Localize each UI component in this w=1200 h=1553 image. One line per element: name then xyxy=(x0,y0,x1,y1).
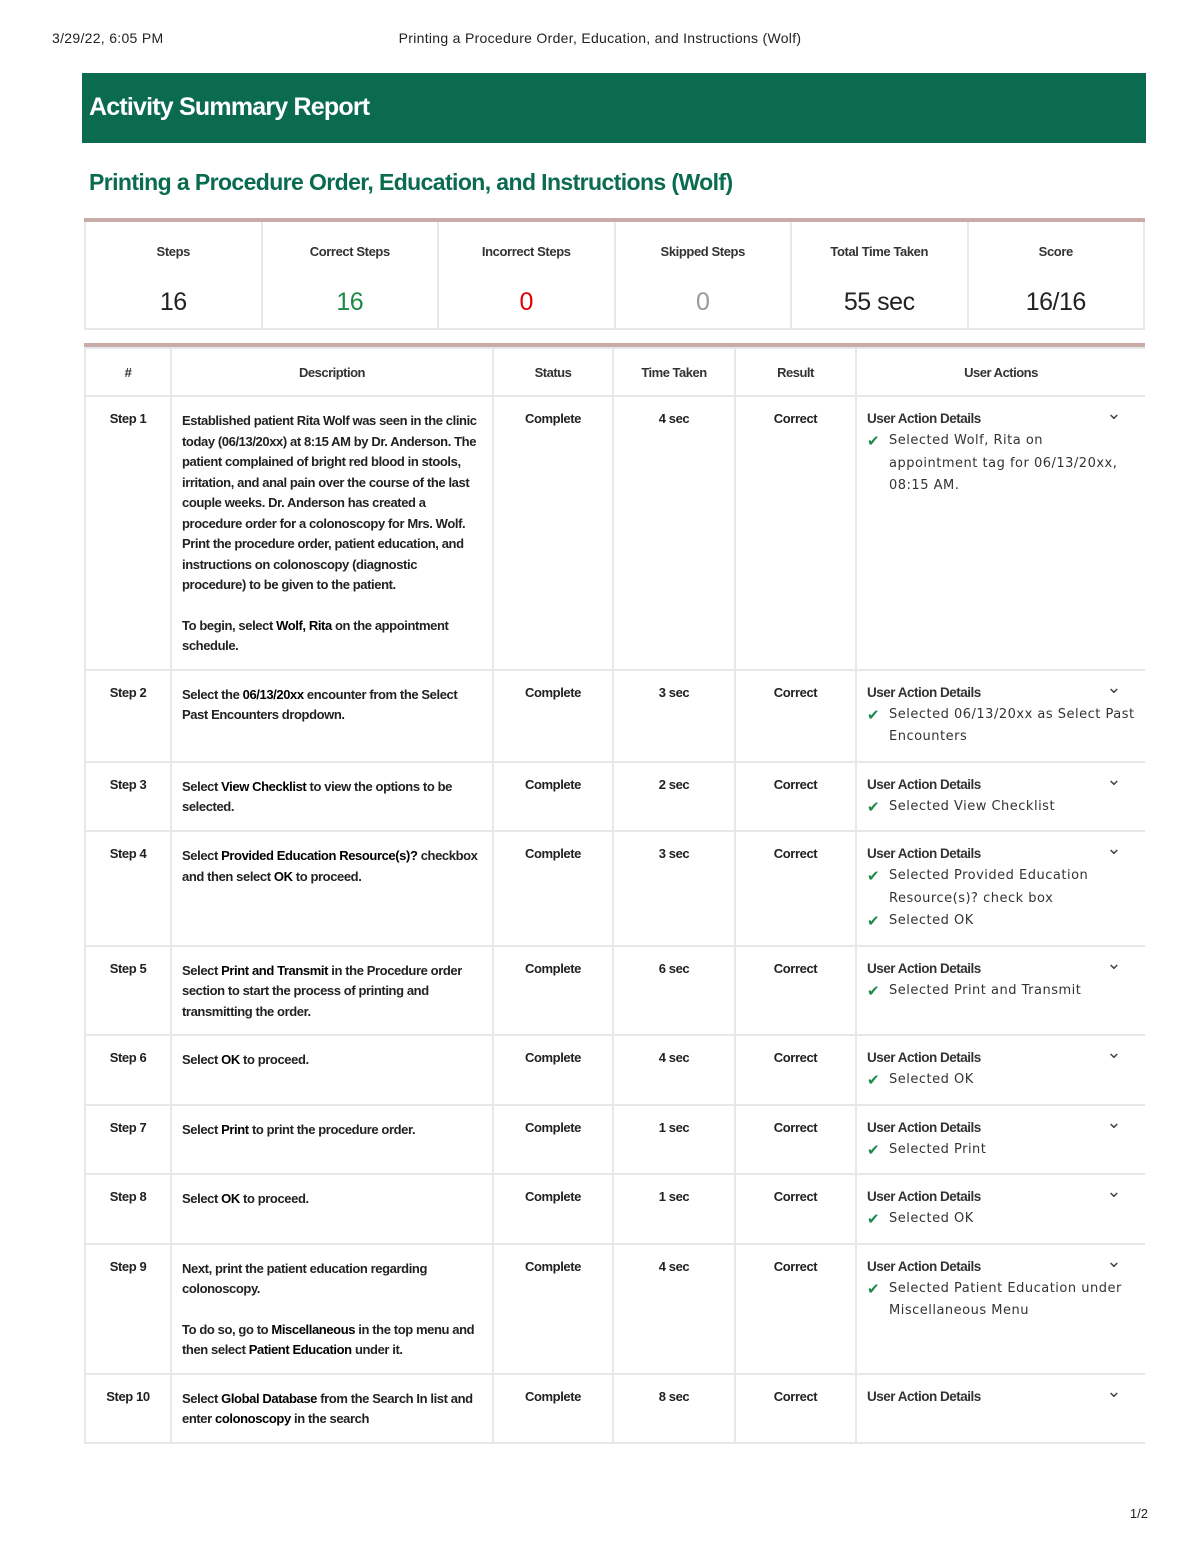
description-text: on the appointment schedule. xyxy=(182,617,449,653)
col-header-num: # xyxy=(85,348,171,396)
print-date: 3/29/22, 6:05 PM xyxy=(52,30,164,46)
chevron-down-icon[interactable]: ⌄ xyxy=(1106,403,1121,423)
table-row xyxy=(85,1035,1145,1105)
step-status: Complete xyxy=(493,831,613,946)
step-result: Correct xyxy=(735,670,856,762)
table-row xyxy=(85,762,1145,832)
chevron-down-icon[interactable]: ⌄ xyxy=(1106,1380,1121,1401)
table-row xyxy=(85,946,1145,1036)
step-number: Step 4 xyxy=(85,831,171,946)
user-action-details-toggle[interactable]: User Action Details xyxy=(867,684,981,700)
step-description xyxy=(171,1174,493,1244)
description-text: encounter from the Select Past Encounters dropdown. xyxy=(182,686,458,722)
description-emphasis: View Checklist xyxy=(221,778,307,794)
step-status: Complete xyxy=(493,1174,613,1244)
step-result: Correct xyxy=(735,1244,856,1374)
description-text: Select xyxy=(182,778,222,794)
description-text: Select xyxy=(182,1390,222,1406)
description-paragraph xyxy=(182,411,482,596)
chevron-down-icon[interactable]: ⌄ xyxy=(1106,1042,1121,1062)
step-time: 4 sec xyxy=(613,1035,735,1105)
step-number: Step 7 xyxy=(85,1105,171,1175)
table-row xyxy=(85,396,1145,670)
description-text: Select xyxy=(182,848,222,863)
table-row xyxy=(85,1174,1145,1244)
chevron-down-icon[interactable]: ⌄ xyxy=(1106,1250,1121,1271)
description-emphasis: Print and Transmit xyxy=(221,962,329,978)
description-paragraph xyxy=(182,1050,482,1071)
summary-stat xyxy=(84,222,261,328)
summary-stat-value: 0 xyxy=(519,288,533,316)
step-time: 2 sec xyxy=(613,762,735,832)
step-number: Step 5 xyxy=(85,946,171,1036)
user-action-item xyxy=(867,1278,1135,1323)
summary-stat-label: Skipped Steps xyxy=(660,244,745,259)
description-emphasis: Miscellaneous xyxy=(271,1321,356,1337)
description-emphasis: Global Database xyxy=(221,1390,317,1406)
paragraph-gap xyxy=(182,596,482,616)
summary-stat xyxy=(437,222,614,328)
description-emphasis: colonoscopy xyxy=(215,1411,291,1426)
user-action-item xyxy=(867,980,1135,1003)
summary-stat xyxy=(261,222,438,328)
user-action-item xyxy=(867,430,1135,498)
summary-stat xyxy=(614,222,791,328)
print-document-title: Printing a Procedure Order, Education, and Instructions (Wolf) xyxy=(398,30,802,46)
paragraph-gap xyxy=(182,1300,482,1320)
activity-title: Printing a Procedure Order, Education, and Instructions (Wolf) xyxy=(89,169,733,195)
user-action-text: Selected OK xyxy=(889,1072,974,1087)
user-action-details-toggle[interactable]: User Action Details xyxy=(867,960,981,976)
summary-stat-label: Incorrect Steps xyxy=(481,244,571,259)
user-action-item xyxy=(867,1139,1135,1162)
description-text: to proceed. xyxy=(239,1052,309,1067)
description-emphasis: Wolf, Rita xyxy=(276,617,332,633)
check-icon: ✔ xyxy=(867,867,881,885)
user-actions-cell xyxy=(856,1105,1145,1175)
user-actions-cell xyxy=(856,396,1145,670)
user-actions-cell xyxy=(856,1035,1145,1105)
user-action-details-toggle[interactable]: User Action Details xyxy=(867,1258,981,1274)
step-description xyxy=(171,670,493,762)
user-actions-cell xyxy=(856,762,1145,832)
description-text: Select xyxy=(182,1052,222,1067)
description-text: To begin, select xyxy=(182,617,277,633)
description-emphasis: Patient Education xyxy=(248,1342,352,1357)
check-icon: ✔ xyxy=(867,1071,881,1089)
check-icon: ✔ xyxy=(867,1210,881,1228)
step-description xyxy=(171,762,493,832)
user-action-text: Selected 06/13/20xx as Select Past Encounters xyxy=(889,706,1135,744)
description-text: Select xyxy=(182,1121,222,1137)
step-number: Step 9 xyxy=(85,1244,171,1374)
user-action-item xyxy=(867,704,1135,749)
description-text: from the Search In list and enter xyxy=(182,1390,473,1426)
user-action-item xyxy=(867,1069,1135,1092)
description-text: Select the xyxy=(182,686,243,702)
chevron-down-icon[interactable]: ⌄ xyxy=(1106,1111,1121,1132)
chevron-down-icon[interactable]: ⌄ xyxy=(1106,1181,1121,1201)
check-icon: ✔ xyxy=(867,797,881,816)
description-emphasis: OK xyxy=(221,1191,240,1206)
step-time: 1 sec xyxy=(613,1105,735,1175)
step-description xyxy=(171,831,493,946)
user-actions-cell xyxy=(856,831,1145,946)
col-header-actions: User Actions xyxy=(856,348,1145,396)
summary-stat-label: Correct Steps xyxy=(309,244,390,259)
step-time: 1 sec xyxy=(613,1174,735,1244)
description-text: in the Procedure order section to start the process of printing and transmitting the order. xyxy=(182,962,462,1019)
report-title: Activity Summary Report xyxy=(89,93,370,121)
user-action-details-toggle[interactable]: User Action Details xyxy=(867,1119,981,1135)
step-status: Complete xyxy=(493,762,613,832)
summary-stat xyxy=(967,222,1146,328)
step-result: Correct xyxy=(735,1374,856,1443)
col-header-status: Status xyxy=(493,348,613,396)
user-action-text: Selected Provided Education Resource(s)? check box xyxy=(889,868,1089,906)
user-action-details-toggle[interactable]: User Action Details xyxy=(867,411,981,426)
page-number: 1/2 xyxy=(1129,1506,1148,1521)
user-action-details-toggle[interactable]: User Action Details xyxy=(867,1050,981,1065)
step-status: Complete xyxy=(493,1035,613,1105)
description-paragraph xyxy=(182,1259,482,1300)
summary-stat-value: 16/16 xyxy=(1025,288,1086,316)
user-action-details-toggle[interactable]: User Action Details xyxy=(867,1189,981,1204)
user-actions-cell xyxy=(856,670,1145,762)
step-description xyxy=(171,1374,493,1443)
step-time: 3 sec xyxy=(613,670,735,762)
check-icon: ✔ xyxy=(867,1279,881,1298)
step-result: Correct xyxy=(735,946,856,1036)
description-text: Established patient Rita Wolf was seen in the clinic today (06/13/20xx) at 8:15 AM by Dr. Anderson. The patient complained of bright red blood in stools, irritation, and anal pain over the course of the last couple weeks. Dr. Anderson has created a procedure order for a colonoscopy for Mrs. Wolf. Print the procedure order, patient education, and instructions on colonoscopy (diagnostic procedure) to be given to the patient. xyxy=(182,413,477,592)
step-status: Complete xyxy=(493,1244,613,1374)
table-row xyxy=(85,1374,1145,1443)
summary-stat-label: Score xyxy=(1038,244,1073,259)
check-icon: ✔ xyxy=(867,912,881,930)
check-icon: ✔ xyxy=(867,981,881,1000)
table-row xyxy=(85,1244,1145,1374)
description-paragraph xyxy=(182,1320,482,1361)
summary-stat-value: 16 xyxy=(159,288,187,316)
summary-stat-value: 16 xyxy=(336,288,364,316)
check-icon: ✔ xyxy=(867,1140,881,1159)
description-paragraph xyxy=(182,846,482,887)
description-paragraph xyxy=(182,685,482,726)
table-header-row xyxy=(85,348,1145,396)
col-header-time: Time Taken xyxy=(613,348,735,396)
summary-stat-label: Total Time Taken xyxy=(830,244,929,259)
step-time: 6 sec xyxy=(613,946,735,1036)
step-status: Complete xyxy=(493,1374,613,1443)
table-row xyxy=(85,1105,1145,1175)
step-number: Step 6 xyxy=(85,1035,171,1105)
summary-stat-value: 55 sec xyxy=(843,288,915,316)
step-result: Correct xyxy=(735,1105,856,1175)
user-action-text: Selected OK xyxy=(889,1211,974,1226)
description-text: to print the procedure order. xyxy=(248,1121,416,1137)
description-paragraph xyxy=(182,1189,482,1210)
step-number: Step 1 xyxy=(85,396,171,670)
user-action-item xyxy=(867,1208,1135,1231)
col-header-result: Result xyxy=(735,348,856,396)
summary-stat xyxy=(790,222,967,328)
step-result: Correct xyxy=(735,762,856,832)
user-action-item xyxy=(867,796,1135,819)
description-text: under it. xyxy=(351,1342,403,1357)
step-result: Correct xyxy=(735,831,856,946)
user-actions-cell xyxy=(856,1374,1145,1443)
description-text: Select xyxy=(182,962,222,978)
user-action-text: Selected Wolf, Rita on appointment tag for 06/13/20xx, 08:15 AM. xyxy=(889,433,1118,493)
user-action-item xyxy=(867,910,1135,933)
summary-stat-value: 0 xyxy=(696,288,710,316)
chevron-down-icon[interactable]: ⌄ xyxy=(1106,952,1121,973)
description-paragraph xyxy=(182,1389,482,1430)
step-status: Complete xyxy=(493,1105,613,1175)
check-icon: ✔ xyxy=(867,705,881,724)
description-emphasis: OK xyxy=(221,1052,240,1067)
description-emphasis: OK xyxy=(273,868,293,884)
description-emphasis: Print xyxy=(221,1121,249,1137)
description-paragraph xyxy=(182,1120,482,1141)
user-actions-cell xyxy=(856,1244,1145,1374)
description-paragraph xyxy=(182,616,482,657)
user-actions-cell xyxy=(856,946,1145,1036)
user-action-details-toggle[interactable]: User Action Details xyxy=(867,1388,981,1404)
user-action-text: Selected Patient Education under Miscellaneous Menu xyxy=(889,1280,1122,1318)
step-status: Complete xyxy=(493,670,613,762)
chevron-down-icon[interactable]: ⌄ xyxy=(1106,838,1121,858)
report-banner xyxy=(82,73,1146,143)
steps-table xyxy=(84,347,1145,1444)
step-time: 4 sec xyxy=(613,396,735,670)
description-text: Next, print the patient education regarding colonoscopy. xyxy=(182,1260,427,1296)
description-emphasis: 06/13/20xx xyxy=(242,686,304,702)
step-time: 3 sec xyxy=(613,831,735,946)
step-description xyxy=(171,1105,493,1175)
user-action-text: Selected Print xyxy=(889,1141,987,1157)
step-time: 4 sec xyxy=(613,1244,735,1374)
table-row xyxy=(85,670,1145,762)
chevron-down-icon[interactable]: ⌄ xyxy=(1106,768,1121,789)
steps-table-container xyxy=(84,343,1145,1504)
check-icon: ✔ xyxy=(867,432,881,450)
step-status: Complete xyxy=(493,396,613,670)
description-text: to proceed. xyxy=(292,868,362,884)
step-number: Step 10 xyxy=(85,1374,171,1443)
user-action-text: Selected View Checklist xyxy=(889,798,1056,814)
description-text: To do so, go to xyxy=(182,1321,272,1337)
step-number: Step 8 xyxy=(85,1174,171,1244)
description-text: to view the options to be selected. xyxy=(182,778,452,814)
user-action-text: Selected Print and Transmit xyxy=(889,982,1082,998)
user-actions-cell xyxy=(856,1174,1145,1244)
summary-stat-label: Steps xyxy=(156,244,190,259)
step-time: 8 sec xyxy=(613,1374,735,1443)
user-action-item xyxy=(867,865,1135,910)
col-header-description: Description xyxy=(171,348,493,396)
step-number: Step 2 xyxy=(85,670,171,762)
step-number: Step 3 xyxy=(85,762,171,832)
table-row xyxy=(85,831,1145,946)
description-paragraph xyxy=(182,961,482,1023)
step-description xyxy=(171,1244,493,1374)
description-paragraph xyxy=(182,777,482,818)
print-header xyxy=(52,30,1148,50)
step-status: Complete xyxy=(493,946,613,1036)
step-description xyxy=(171,396,493,670)
user-action-details-toggle[interactable]: User Action Details xyxy=(867,846,981,861)
step-description xyxy=(171,1035,493,1105)
step-result: Correct xyxy=(735,396,856,670)
summary-stats xyxy=(84,218,1145,330)
description-text: in the search xyxy=(290,1411,370,1426)
description-text: checkbox and then select xyxy=(182,848,478,884)
description-text: Select xyxy=(182,1191,222,1206)
user-action-details-toggle[interactable]: User Action Details xyxy=(867,776,981,792)
description-emphasis: Provided Education Resource(s)? xyxy=(221,848,418,863)
step-result: Correct xyxy=(735,1174,856,1244)
chevron-down-icon[interactable]: ⌄ xyxy=(1106,676,1121,697)
description-text: in the top menu and then select xyxy=(182,1321,475,1357)
description-text: to proceed. xyxy=(239,1191,309,1206)
step-description xyxy=(171,946,493,1036)
step-result: Correct xyxy=(735,1035,856,1105)
user-action-text: Selected OK xyxy=(889,913,974,928)
